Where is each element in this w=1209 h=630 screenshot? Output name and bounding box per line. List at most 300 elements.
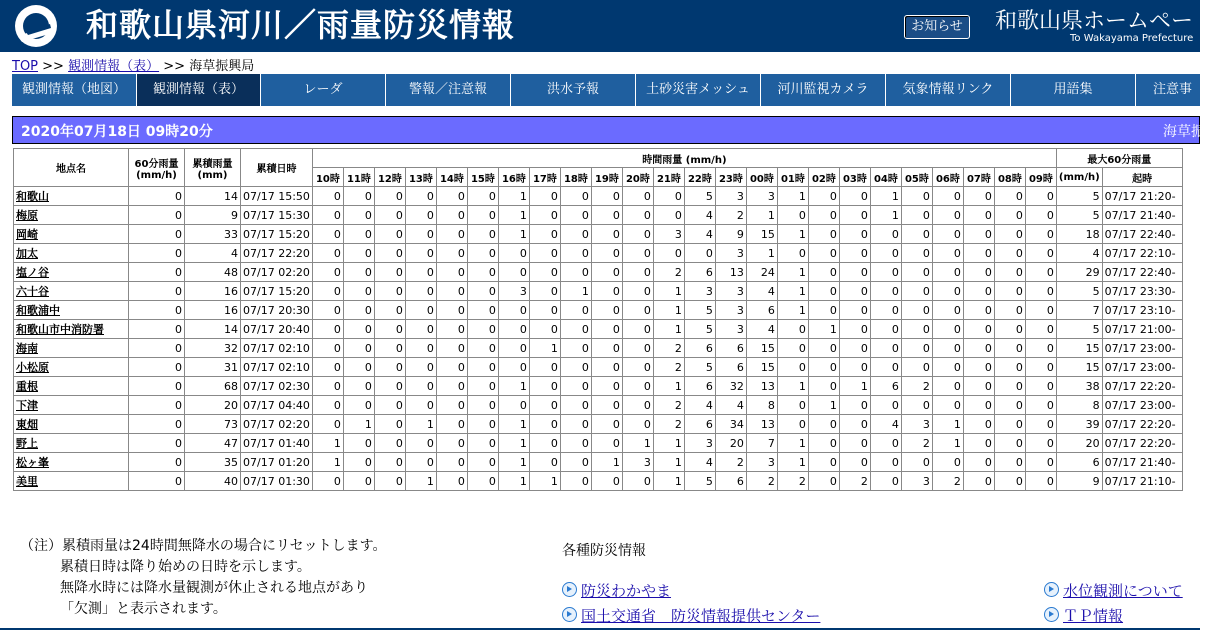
table-row — [14, 206, 1183, 225]
hourly-rain-cell: 0 — [1025, 320, 1056, 339]
hourly-rain-cell: 0 — [622, 377, 653, 396]
hourly-rain-cell: 0 — [870, 339, 901, 358]
hourly-rain-cell: 0 — [901, 358, 932, 377]
hourly-rain-cell: 4 — [870, 415, 901, 434]
table-row — [14, 434, 1183, 453]
rain-60min-cell: 0 — [129, 282, 185, 301]
hourly-rain-cell: 0 — [1025, 225, 1056, 244]
nav-item-glossary[interactable]: 用語集 — [1011, 74, 1136, 106]
hourly-rain-cell: 1 — [777, 453, 808, 472]
hourly-rain-cell: 0 — [467, 377, 498, 396]
station-name-cell — [14, 263, 129, 282]
hourly-rain-cell: 6 — [715, 472, 746, 491]
cumulative-rain-cell: 48 — [185, 263, 241, 282]
hourly-rain-cell: 0 — [963, 472, 994, 491]
hourly-rain-cell: 0 — [560, 358, 591, 377]
hourly-rain-cell: 0 — [870, 320, 901, 339]
hourly-rain-cell: 0 — [901, 206, 932, 225]
hourly-rain-cell: 0 — [529, 187, 560, 206]
hourly-rain-cell: 0 — [436, 263, 467, 282]
hourly-rain-cell: 8 — [746, 396, 777, 415]
notice-button[interactable]: お知らせ — [904, 15, 970, 39]
hourly-rain-cell: 0 — [901, 396, 932, 415]
hourly-rain-cell: 0 — [343, 377, 374, 396]
rain-60min-cell: 0 — [129, 187, 185, 206]
hourly-rain-cell: 2 — [932, 472, 963, 491]
max60-cell: 20 — [1056, 434, 1102, 453]
station-link[interactable]: 岡崎 — [16, 228, 38, 241]
hourly-rain-cell: 13 — [746, 377, 777, 396]
hourly-rain-cell: 1 — [591, 453, 622, 472]
station-link[interactable]: 小松原 — [16, 361, 49, 374]
station-name-cell — [14, 434, 129, 453]
hourly-rain-cell: 3 — [684, 282, 715, 301]
header-hour: 20時 — [622, 168, 653, 187]
hourly-rain-cell: 0 — [591, 282, 622, 301]
hourly-rain-cell: 0 — [622, 225, 653, 244]
hourly-rain-cell: 0 — [405, 244, 436, 263]
rain-60min-cell: 0 — [129, 244, 185, 263]
hourly-rain-cell: 3 — [715, 187, 746, 206]
table-row — [14, 339, 1183, 358]
hourly-rain-cell: 0 — [839, 339, 870, 358]
station-link[interactable]: 重根 — [16, 380, 38, 393]
header-hour: 07時 — [963, 168, 994, 187]
table-row — [14, 301, 1183, 320]
max60-cell: 5 — [1056, 187, 1102, 206]
hourly-rain-cell: 20 — [715, 434, 746, 453]
hourly-rain-cell: 1 — [777, 282, 808, 301]
hourly-rain-cell: 0 — [994, 472, 1025, 491]
cumulative-rain-cell: 9 — [185, 206, 241, 225]
hourly-rain-cell: 0 — [343, 187, 374, 206]
rain-60min-cell: 0 — [129, 225, 185, 244]
hourly-rain-cell: 0 — [994, 301, 1025, 320]
hourly-rain-cell: 0 — [560, 396, 591, 415]
cumulative-rain-cell: 31 — [185, 358, 241, 377]
nav-item-river-camera[interactable]: 河川監視カメラ — [761, 74, 886, 106]
hourly-rain-cell: 0 — [405, 320, 436, 339]
max60-time-cell: 07/17 21:00- — [1102, 320, 1182, 339]
rain-60min-cell: 0 — [129, 415, 185, 434]
hourly-rain-cell: 0 — [963, 358, 994, 377]
hourly-rain-cell: 0 — [529, 282, 560, 301]
hourly-rain-cell: 0 — [343, 358, 374, 377]
hourly-rain-cell: 0 — [808, 301, 839, 320]
header-hour: 22時 — [684, 168, 715, 187]
hourly-rain-cell: 1 — [498, 206, 529, 225]
rain-60min-cell: 0 — [129, 434, 185, 453]
hourly-rain-cell: 1 — [777, 187, 808, 206]
max60-time-cell: 07/17 23:00- — [1102, 339, 1182, 358]
hourly-rain-cell: 0 — [529, 244, 560, 263]
cumulative-date-cell: 07/17 15:30 — [241, 206, 313, 225]
hourly-rain-cell: 0 — [498, 396, 529, 415]
hourly-rain-cell: 0 — [901, 339, 932, 358]
hourly-rain-cell: 4 — [684, 225, 715, 244]
hourly-rain-cell: 1 — [312, 434, 343, 453]
site-title: 和歌山県河川／雨量防災情報 — [86, 6, 516, 44]
hourly-rain-cell: 0 — [591, 301, 622, 320]
hourly-rain-cell: 0 — [312, 187, 343, 206]
hourly-rain-cell: 0 — [560, 339, 591, 358]
hourly-rain-cell: 1 — [498, 377, 529, 396]
hourly-rain-cell: 13 — [715, 263, 746, 282]
hourly-rain-cell: 0 — [622, 206, 653, 225]
hourly-rain-cell: 4 — [715, 396, 746, 415]
station-link[interactable]: 野上 — [16, 437, 38, 450]
station-link[interactable]: 海南 — [16, 342, 38, 355]
header-hour: 14時 — [436, 168, 467, 187]
hourly-rain-cell: 0 — [436, 301, 467, 320]
hourly-rain-cell: 0 — [622, 301, 653, 320]
hourly-rain-cell: 1 — [498, 415, 529, 434]
hourly-rain-cell: 0 — [963, 263, 994, 282]
hourly-rain-cell: 0 — [839, 396, 870, 415]
hourly-rain-cell: 0 — [870, 472, 901, 491]
hourly-rain-cell: 0 — [932, 301, 963, 320]
hourly-rain-cell: 0 — [808, 415, 839, 434]
hourly-rain-cell: 0 — [839, 187, 870, 206]
header-hour: 17時 — [529, 168, 560, 187]
hourly-rain-cell: 0 — [777, 244, 808, 263]
hourly-rain-cell: 0 — [405, 358, 436, 377]
hourly-rain-cell: 0 — [1025, 301, 1056, 320]
hourly-rain-cell: 0 — [405, 282, 436, 301]
hourly-rain-cell: 1 — [777, 434, 808, 453]
hourly-rain-cell: 0 — [839, 434, 870, 453]
hourly-rain-cell: 7 — [746, 434, 777, 453]
hourly-rain-cell: 2 — [715, 453, 746, 472]
hourly-rain-cell: 0 — [994, 187, 1025, 206]
breadcrumb-top-link[interactable]: TOP — [12, 59, 39, 74]
main-nav — [12, 74, 1200, 106]
hourly-rain-cell: 0 — [498, 339, 529, 358]
hourly-rain-cell: 1 — [653, 434, 684, 453]
hourly-rain-cell: 0 — [560, 301, 591, 320]
hourly-rain-cell: 0 — [467, 282, 498, 301]
hourly-rain-cell: 0 — [343, 339, 374, 358]
hourly-rain-cell: 0 — [343, 434, 374, 453]
hourly-rain-cell: 0 — [963, 434, 994, 453]
hourly-rain-cell: 0 — [405, 339, 436, 358]
hourly-rain-cell: 0 — [436, 358, 467, 377]
arrow-right-icon — [1044, 582, 1059, 597]
hourly-rain-cell: 0 — [901, 282, 932, 301]
hourly-rain-cell: 4 — [684, 396, 715, 415]
station-link[interactable]: 和歌山 — [16, 190, 49, 203]
station-link[interactable]: 美里 — [16, 475, 38, 488]
cumulative-date-cell: 07/17 02:30 — [241, 377, 313, 396]
hourly-rain-cell: 0 — [560, 415, 591, 434]
cumulative-date-cell: 07/17 02:10 — [241, 339, 313, 358]
hourly-rain-cell: 5 — [684, 358, 715, 377]
header-hour: 21時 — [653, 168, 684, 187]
hourly-rain-cell: 0 — [963, 225, 994, 244]
hourly-rain-cell: 0 — [1025, 282, 1056, 301]
cumulative-date-cell: 07/17 15:20 — [241, 282, 313, 301]
table-row — [14, 187, 1183, 206]
header-hour: 06時 — [932, 168, 963, 187]
hourly-rain-cell: 0 — [1025, 339, 1056, 358]
cumulative-date-cell: 07/17 20:40 — [241, 320, 313, 339]
station-name-cell — [14, 244, 129, 263]
prefecture-homepage-link[interactable]: 和歌山県ホームペー — [995, 9, 1194, 34]
hourly-rain-cell: 0 — [529, 206, 560, 225]
hourly-rain-cell: 2 — [901, 377, 932, 396]
hourly-rain-cell: 1 — [405, 472, 436, 491]
hourly-rain-cell: 1 — [932, 434, 963, 453]
hourly-rain-cell: 0 — [374, 225, 405, 244]
hourly-rain-cell: 0 — [808, 263, 839, 282]
hourly-rain-cell: 0 — [622, 339, 653, 358]
hourly-rain-cell: 0 — [498, 263, 529, 282]
hourly-rain-cell: 0 — [374, 434, 405, 453]
station-link[interactable]: 梅原 — [16, 209, 38, 222]
max60-cell: 39 — [1056, 415, 1102, 434]
nav-item-flood-forecast[interactable]: 洪水予報 — [511, 74, 636, 106]
link-tp-info[interactable]: ＴＰ情報 — [1044, 605, 1123, 626]
hourly-rain-cell: 0 — [839, 225, 870, 244]
table-row — [14, 244, 1183, 263]
station-name-cell — [14, 472, 129, 491]
max60-time-cell: 07/17 23:00- — [1102, 396, 1182, 415]
station-link[interactable]: 加太 — [16, 247, 38, 260]
hourly-rain-cell: 13 — [746, 415, 777, 434]
max60-cell: 9 — [1056, 472, 1102, 491]
link-mlit-disaster-center[interactable]: 国土交通省 防災情報提供センター — [562, 605, 820, 626]
hourly-rain-cell: 0 — [808, 453, 839, 472]
station-link[interactable]: 和歌浦中 — [16, 304, 60, 317]
header-hour: 16時 — [498, 168, 529, 187]
table-row — [14, 472, 1183, 491]
cumulative-rain-cell: 14 — [185, 187, 241, 206]
cumulative-date-cell: 07/17 02:10 — [241, 358, 313, 377]
hourly-rain-cell: 0 — [436, 415, 467, 434]
hourly-rain-cell: 0 — [312, 339, 343, 358]
hourly-rain-cell: 15 — [746, 358, 777, 377]
hourly-rain-cell: 0 — [343, 320, 374, 339]
nav-item-notes[interactable]: 注意事 — [1152, 82, 1192, 97]
hourly-rain-cell: 3 — [684, 434, 715, 453]
hourly-rain-cell: 0 — [436, 434, 467, 453]
hourly-rain-cell: 0 — [1025, 453, 1056, 472]
cumulative-date-cell: 07/17 22:20 — [241, 244, 313, 263]
hourly-rain-cell: 0 — [374, 358, 405, 377]
hourly-rain-cell: 0 — [467, 339, 498, 358]
hourly-rain-cell: 0 — [312, 377, 343, 396]
rain-60min-cell: 0 — [129, 396, 185, 415]
hourly-rain-cell: 0 — [622, 282, 653, 301]
hourly-rain-cell: 2 — [653, 396, 684, 415]
max60-time-cell: 07/17 22:20- — [1102, 434, 1182, 453]
note-line: 無降水時には降水量観測が休止される地点があり — [60, 580, 368, 596]
nav-item-radar[interactable]: レーダ — [261, 74, 386, 106]
hourly-rain-cell: 0 — [405, 187, 436, 206]
station-link[interactable]: 下津 — [16, 399, 38, 412]
hourly-rain-cell: 0 — [312, 396, 343, 415]
hourly-rain-cell: 4 — [746, 320, 777, 339]
cumulative-rain-cell: 33 — [185, 225, 241, 244]
prefecture-homepage-sub[interactable]: To Wakayama Prefecture — [1070, 33, 1194, 44]
hourly-rain-cell: 1 — [498, 434, 529, 453]
hourly-rain-cell: 0 — [994, 282, 1025, 301]
hourly-rain-cell: 15 — [746, 225, 777, 244]
hourly-rain-cell: 6 — [870, 377, 901, 396]
max60-cell: 7 — [1056, 301, 1102, 320]
hourly-rain-cell: 1 — [529, 339, 560, 358]
hourly-rain-cell: 0 — [994, 339, 1025, 358]
hourly-rain-cell: 1 — [777, 263, 808, 282]
hourly-rain-cell: 0 — [591, 225, 622, 244]
hourly-rain-cell: 0 — [963, 282, 994, 301]
hourly-rain-cell: 0 — [932, 187, 963, 206]
hourly-rain-cell: 0 — [1025, 396, 1056, 415]
hourly-rain-cell: 1 — [746, 206, 777, 225]
rain-60min-cell: 0 — [129, 377, 185, 396]
breadcrumb-table-link[interactable]: 観測情報（表） — [68, 59, 160, 74]
rainfall-table-wrapper[interactable] — [13, 148, 1200, 510]
station-link[interactable]: 東畑 — [16, 418, 38, 431]
hourly-rain-cell: 0 — [963, 206, 994, 225]
hourly-rain-cell: 0 — [343, 396, 374, 415]
nav-item-weather-links[interactable]: 気象情報リンク — [886, 74, 1011, 106]
hourly-rain-cell: 0 — [591, 187, 622, 206]
hourly-rain-cell: 0 — [374, 320, 405, 339]
hourly-rain-cell: 6 — [715, 358, 746, 377]
hourly-rain-cell: 0 — [994, 358, 1025, 377]
header-max60: 最大60分雨量 — [1056, 149, 1182, 168]
hourly-rain-cell: 2 — [653, 263, 684, 282]
max60-time-cell: 07/17 21:10- — [1102, 472, 1182, 491]
hourly-rain-cell: 0 — [622, 472, 653, 491]
hourly-rain-cell: 0 — [870, 244, 901, 263]
cumulative-rain-cell: 14 — [185, 320, 241, 339]
hourly-rain-cell: 1 — [777, 301, 808, 320]
hourly-rain-cell: 2 — [839, 472, 870, 491]
hourly-rain-cell: 0 — [467, 187, 498, 206]
nav-item-map[interactable]: 観測情報（地図） — [12, 74, 137, 106]
cumulative-rain-cell: 35 — [185, 453, 241, 472]
hourly-rain-cell: 0 — [1025, 377, 1056, 396]
hourly-rain-cell: 1 — [746, 244, 777, 263]
hourly-rain-cell: 0 — [777, 358, 808, 377]
header-hour: 05時 — [901, 168, 932, 187]
max60-time-cell: 07/17 21:40- — [1102, 453, 1182, 472]
max60-time-cell: 07/17 22:20- — [1102, 377, 1182, 396]
hourly-rain-cell: 0 — [405, 453, 436, 472]
hourly-rain-cell: 0 — [405, 225, 436, 244]
station-link[interactable]: 和歌山市中消防署 — [16, 323, 104, 336]
hourly-rain-cell: 3 — [901, 415, 932, 434]
max60-time-cell: 07/17 21:40- — [1102, 206, 1182, 225]
hourly-rain-cell: 0 — [436, 244, 467, 263]
max60-time-cell: 07/17 22:20- — [1102, 415, 1182, 434]
hourly-rain-cell: 0 — [870, 263, 901, 282]
hourly-rain-cell: 0 — [405, 377, 436, 396]
rain-60min-cell: 0 — [129, 339, 185, 358]
hourly-rain-cell: 0 — [560, 244, 591, 263]
hourly-rain-cell: 0 — [932, 358, 963, 377]
hourly-rain-cell: 0 — [560, 377, 591, 396]
max60-cell: 5 — [1056, 206, 1102, 225]
hourly-rain-cell: 0 — [529, 263, 560, 282]
link-water-level[interactable]: 水位観測について — [1044, 580, 1183, 601]
hourly-rain-cell: 6 — [746, 301, 777, 320]
header-hour: 03時 — [839, 168, 870, 187]
hourly-rain-cell: 0 — [529, 453, 560, 472]
hourly-rain-cell: 0 — [560, 472, 591, 491]
hourly-rain-cell: 0 — [560, 263, 591, 282]
hourly-rain-cell: 0 — [684, 244, 715, 263]
hourly-rain-cell: 0 — [839, 415, 870, 434]
nav-item-table[interactable]: 観測情報（表） — [137, 74, 261, 106]
hourly-rain-cell: 1 — [653, 301, 684, 320]
hourly-rain-cell: 0 — [405, 396, 436, 415]
hourly-rain-cell: 0 — [963, 320, 994, 339]
cumulative-rain-cell: 4 — [185, 244, 241, 263]
station-name-cell — [14, 225, 129, 244]
hourly-rain-cell: 0 — [312, 263, 343, 282]
nav-item-landslide-mesh[interactable]: 土砂災害メッシュ — [636, 74, 761, 106]
hourly-rain-cell: 0 — [436, 320, 467, 339]
link-bousai-wakayama[interactable]: 防災わかやま — [562, 580, 671, 601]
note-line: 「欠測」と表示されます。 — [60, 601, 227, 617]
hourly-rain-cell: 2 — [653, 339, 684, 358]
max60-cell: 5 — [1056, 282, 1102, 301]
cumulative-rain-cell: 68 — [185, 377, 241, 396]
station-link[interactable]: 松ヶ峯 — [16, 456, 49, 469]
cumulative-date-cell: 07/17 04:40 — [241, 396, 313, 415]
hourly-rain-cell: 0 — [591, 263, 622, 282]
max60-cell: 4 — [1056, 244, 1102, 263]
nav-item-warnings[interactable]: 警報／注意報 — [386, 74, 511, 106]
hourly-rain-cell: 0 — [591, 358, 622, 377]
hourly-rain-cell: 0 — [963, 301, 994, 320]
hourly-rain-cell: 0 — [839, 263, 870, 282]
hourly-rain-cell: 0 — [591, 377, 622, 396]
hourly-rain-cell: 0 — [343, 282, 374, 301]
hourly-rain-cell: 0 — [777, 339, 808, 358]
prefecture-logo-icon[interactable] — [4, 2, 68, 50]
hourly-rain-cell: 0 — [870, 453, 901, 472]
hourly-rain-cell: 1 — [808, 320, 839, 339]
hourly-rain-cell: 0 — [405, 301, 436, 320]
hourly-rain-cell: 0 — [839, 301, 870, 320]
hourly-rain-cell: 0 — [467, 225, 498, 244]
hourly-rain-cell: 0 — [436, 282, 467, 301]
hourly-rain-cell: 1 — [529, 472, 560, 491]
arrow-right-icon — [562, 607, 577, 622]
hourly-rain-cell: 0 — [312, 225, 343, 244]
hourly-rain-cell: 1 — [498, 187, 529, 206]
hourly-rain-cell: 1 — [405, 415, 436, 434]
cumulative-rain-cell: 32 — [185, 339, 241, 358]
hourly-rain-cell: 0 — [374, 187, 405, 206]
header-hour: 15時 — [467, 168, 498, 187]
hourly-rain-cell: 1 — [870, 206, 901, 225]
station-link[interactable]: 六十谷 — [16, 285, 49, 298]
hourly-rain-cell: 15 — [746, 339, 777, 358]
breadcrumb-separator: >> — [42, 59, 64, 74]
station-link[interactable]: 塩ノ谷 — [16, 266, 49, 279]
hourly-rain-cell: 0 — [591, 472, 622, 491]
hourly-rain-cell: 0 — [808, 206, 839, 225]
header-hour: 23時 — [715, 168, 746, 187]
hourly-rain-cell: 0 — [901, 225, 932, 244]
hourly-rain-cell: 32 — [715, 377, 746, 396]
breadcrumb-separator: >> — [163, 59, 186, 74]
